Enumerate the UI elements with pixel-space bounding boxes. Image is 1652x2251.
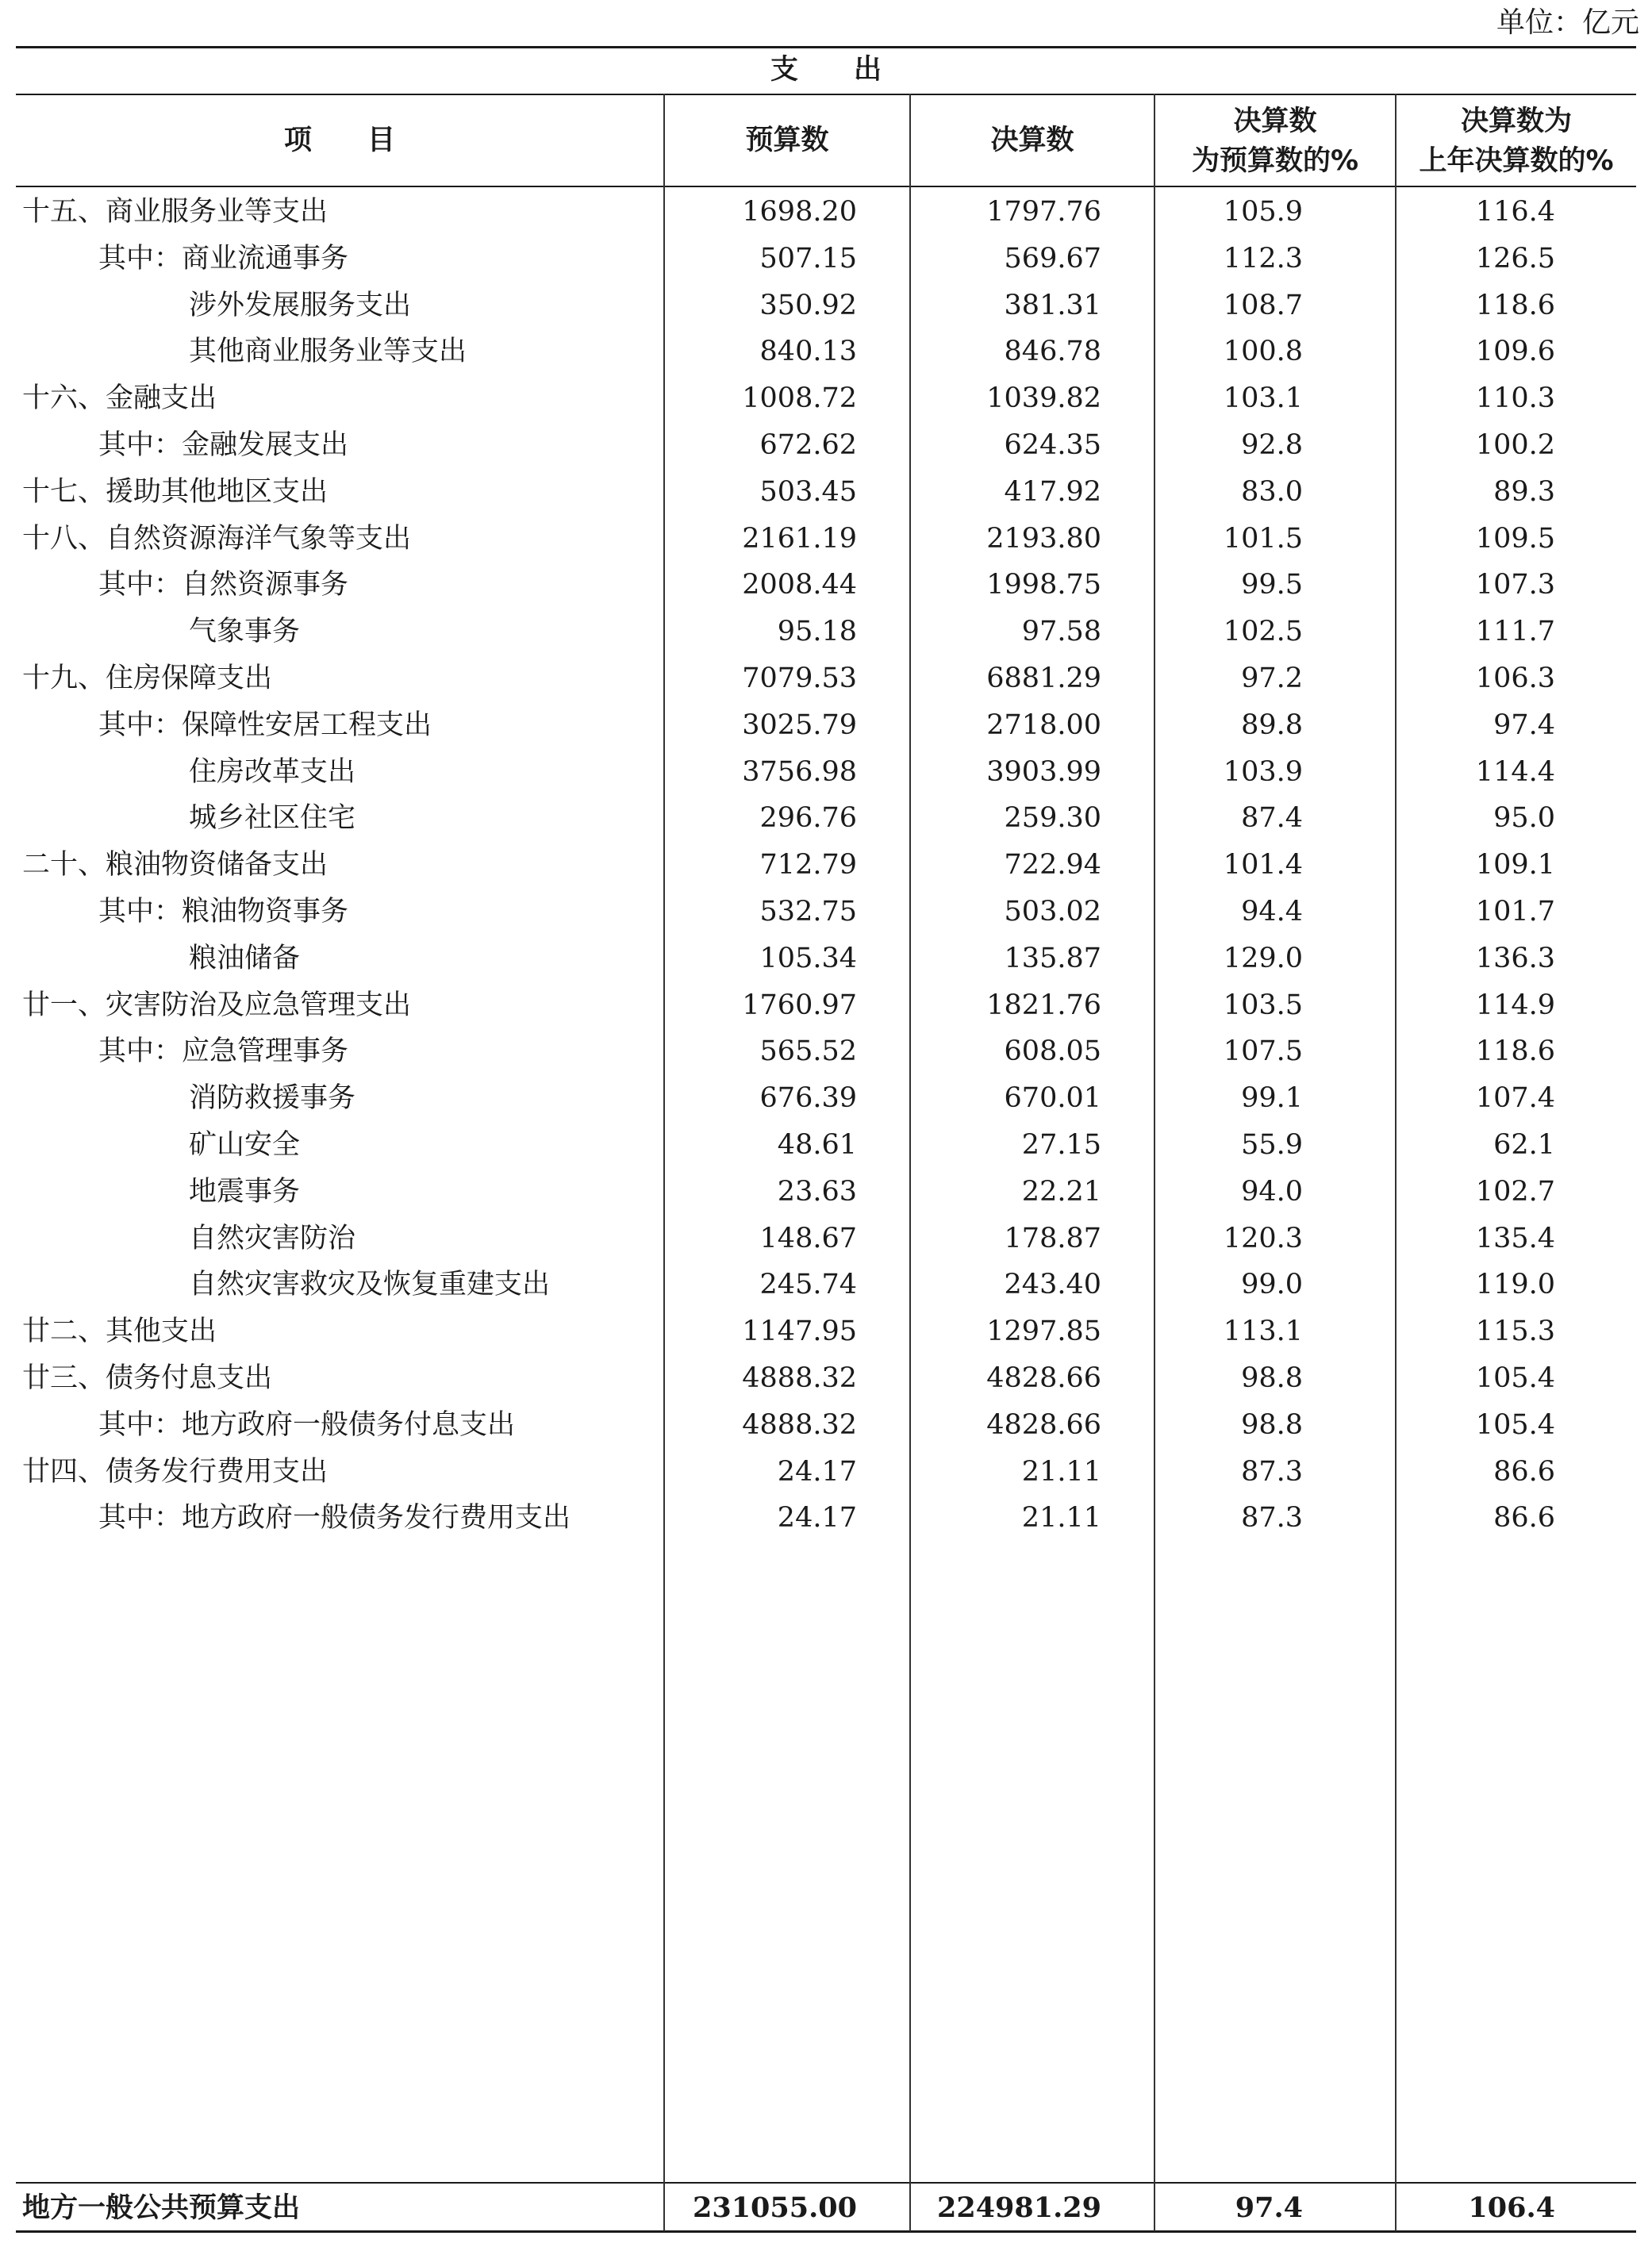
row-item: 矿山安全 xyxy=(189,1129,301,1161)
row-pct-prev: 107.3 xyxy=(1475,569,1555,601)
row-item: 其中：商业流通事务 xyxy=(98,243,349,275)
expenditure-table xyxy=(16,46,1636,2233)
row-final: 1998.75 xyxy=(986,569,1101,601)
row-pct-budget: 94.4 xyxy=(1241,896,1303,928)
row-item: 廿三、债务付息支出 xyxy=(22,1362,273,1394)
row-item: 涉外发展服务支出 xyxy=(189,290,412,321)
row-budget: 532.75 xyxy=(759,896,857,928)
row-item: 十九、住房保障支出 xyxy=(22,663,273,694)
row-budget: 4888.32 xyxy=(742,1362,857,1394)
row-pct-prev: 109.1 xyxy=(1475,849,1555,881)
row-pct-budget: 100.8 xyxy=(1223,336,1303,367)
row-final: 21.11 xyxy=(1021,1456,1101,1488)
row-item: 地震事务 xyxy=(189,1176,301,1208)
row-budget: 2008.44 xyxy=(742,569,857,601)
header-bottom-rule xyxy=(16,186,1636,187)
row-budget: 350.92 xyxy=(759,290,857,321)
row-item: 气象事务 xyxy=(189,616,301,647)
row-pct-prev: 105.4 xyxy=(1475,1362,1555,1394)
row-pct-budget: 103.1 xyxy=(1223,382,1303,414)
row-final: 722.94 xyxy=(1004,849,1101,881)
row-pct-budget: 113.1 xyxy=(1223,1316,1303,1347)
unit-label: 单位：亿元 xyxy=(1496,6,1639,39)
row-pct-prev: 86.6 xyxy=(1493,1456,1555,1488)
row-pct-prev: 114.4 xyxy=(1475,756,1555,788)
row-item: 十六、金融支出 xyxy=(22,382,217,414)
row-pct-prev: 101.7 xyxy=(1475,896,1555,928)
row-item: 其中：粮油物资事务 xyxy=(98,896,349,928)
row-pct-prev: 109.5 xyxy=(1475,523,1555,555)
row-pct-prev: 102.7 xyxy=(1475,1176,1555,1208)
row-item: 十五、商业服务业等支出 xyxy=(22,196,328,228)
row-final: 135.87 xyxy=(1004,943,1101,974)
row-budget: 565.52 xyxy=(759,1035,857,1067)
header-pct-budget-line1: 决算数 xyxy=(1233,106,1317,137)
row-item: 住房改革支出 xyxy=(189,756,356,788)
row-item: 其中：自然资源事务 xyxy=(98,569,349,601)
header-budget: 预算数 xyxy=(745,125,829,156)
row-budget: 95.18 xyxy=(777,616,857,647)
row-item: 其中：地方政府一般债务付息支出 xyxy=(98,1409,516,1441)
row-budget: 503.45 xyxy=(759,476,857,508)
row-pct-prev: 107.4 xyxy=(1475,1082,1555,1114)
row-item: 其中：地方政府一般债务发行费用支出 xyxy=(98,1502,571,1534)
row-budget: 1760.97 xyxy=(742,989,857,1021)
row-pct-budget: 89.8 xyxy=(1241,709,1303,741)
row-item: 廿一、灾害防治及应急管理支出 xyxy=(22,989,412,1021)
row-pct-prev: 86.6 xyxy=(1493,1502,1555,1534)
row-pct-budget: 101.4 xyxy=(1223,849,1303,881)
row-budget: 24.17 xyxy=(777,1502,857,1534)
row-pct-budget: 98.8 xyxy=(1241,1362,1303,1394)
row-budget: 1008.72 xyxy=(742,382,857,414)
row-budget: 507.15 xyxy=(759,243,857,275)
row-final: 22.21 xyxy=(1021,1176,1101,1208)
header-group-rule xyxy=(16,94,1636,95)
row-final: 417.92 xyxy=(1004,476,1101,508)
row-item: 十八、自然资源海洋气象等支出 xyxy=(22,523,412,555)
header-group: 支 出 xyxy=(770,54,882,86)
row-pct-budget: 55.9 xyxy=(1241,1129,1303,1161)
row-pct-budget: 101.5 xyxy=(1223,523,1303,555)
row-item: 城乡社区住宅 xyxy=(189,802,356,834)
row-final: 27.15 xyxy=(1021,1129,1101,1161)
row-budget: 676.39 xyxy=(759,1082,857,1114)
row-pct-prev: 109.6 xyxy=(1475,336,1555,367)
row-final: 569.67 xyxy=(1004,243,1101,275)
row-pct-prev: 110.3 xyxy=(1475,382,1555,414)
row-pct-budget: 87.3 xyxy=(1241,1502,1303,1534)
row-pct-budget: 103.9 xyxy=(1223,756,1303,788)
row-budget: 245.74 xyxy=(759,1269,857,1300)
row-pct-prev: 126.5 xyxy=(1475,243,1555,275)
row-pct-prev: 119.0 xyxy=(1475,1269,1555,1300)
row-budget: 1698.20 xyxy=(742,196,857,228)
row-budget: 1147.95 xyxy=(742,1316,857,1347)
row-budget: 3025.79 xyxy=(742,709,857,741)
row-pct-prev: 95.0 xyxy=(1493,802,1555,834)
row-pct-budget: 99.1 xyxy=(1241,1082,1303,1114)
row-final: 1821.76 xyxy=(986,989,1101,1021)
row-final: 1797.76 xyxy=(986,196,1101,228)
row-item: 自然灾害防治 xyxy=(189,1223,356,1254)
row-pct-budget: 94.0 xyxy=(1241,1176,1303,1208)
row-pct-budget: 103.5 xyxy=(1223,989,1303,1021)
row-pct-budget: 102.5 xyxy=(1223,616,1303,647)
top-rule xyxy=(16,46,1636,48)
row-pct-budget: 92.8 xyxy=(1241,429,1303,461)
row-budget: 4888.32 xyxy=(742,1409,857,1441)
row-item: 粮油储备 xyxy=(189,943,301,974)
row-budget: 105.34 xyxy=(759,943,857,974)
row-final: 6881.29 xyxy=(986,663,1101,694)
row-pct-prev: 89.3 xyxy=(1493,476,1555,508)
row-final: 178.87 xyxy=(1004,1223,1101,1254)
row-pct-budget: 112.3 xyxy=(1223,243,1303,275)
row-final: 608.05 xyxy=(1004,1035,1101,1067)
row-item: 十七、援助其他地区支出 xyxy=(22,476,328,508)
row-budget: 7079.53 xyxy=(742,663,857,694)
row-item: 廿二、其他支出 xyxy=(22,1316,217,1347)
row-final: 97.58 xyxy=(1021,616,1101,647)
row-budget: 148.67 xyxy=(759,1223,857,1254)
row-pct-prev: 116.4 xyxy=(1475,196,1555,228)
row-pct-budget: 83.0 xyxy=(1241,476,1303,508)
row-item: 二十、粮油物资储备支出 xyxy=(22,849,328,881)
row-item: 其中：保障性安居工程支出 xyxy=(98,709,432,741)
row-item: 廿四、债务发行费用支出 xyxy=(22,1456,328,1488)
row-final: 259.30 xyxy=(1004,802,1101,834)
row-pct-prev: 62.1 xyxy=(1493,1129,1555,1161)
row-final: 2193.80 xyxy=(986,523,1101,555)
row-pct-budget: 99.5 xyxy=(1241,569,1303,601)
row-pct-prev: 105.4 xyxy=(1475,1409,1555,1441)
row-budget: 296.76 xyxy=(759,802,857,834)
row-final: 4828.66 xyxy=(986,1409,1101,1441)
total-pct-budget: 97.4 xyxy=(1235,2191,1303,2224)
row-final: 3903.99 xyxy=(986,756,1101,788)
row-pct-budget: 107.5 xyxy=(1223,1035,1303,1067)
row-pct-budget: 108.7 xyxy=(1223,290,1303,321)
row-budget: 2161.19 xyxy=(742,523,857,555)
row-pct-prev: 115.3 xyxy=(1475,1316,1555,1347)
row-final: 503.02 xyxy=(1004,896,1101,928)
header-final: 决算数 xyxy=(990,125,1074,156)
row-item: 其中：金融发展支出 xyxy=(98,429,349,461)
total-top-rule xyxy=(16,2182,1636,2184)
row-final: 243.40 xyxy=(1004,1269,1101,1300)
row-budget: 3756.98 xyxy=(742,756,857,788)
row-pct-budget: 129.0 xyxy=(1223,943,1303,974)
row-pct-prev: 100.2 xyxy=(1475,429,1555,461)
total-item: 地方一般公共预算支出 xyxy=(22,2191,301,2224)
total-final: 224981.29 xyxy=(936,2191,1101,2224)
row-budget: 24.17 xyxy=(777,1456,857,1488)
row-final: 1039.82 xyxy=(986,382,1101,414)
row-item: 消防救援事务 xyxy=(189,1082,356,1114)
header-item: 项 目 xyxy=(283,125,395,156)
row-pct-prev: 111.7 xyxy=(1475,616,1555,647)
row-final: 846.78 xyxy=(1004,336,1101,367)
row-pct-budget: 105.9 xyxy=(1223,196,1303,228)
header-pct-budget-line2: 为预算数的% xyxy=(1191,145,1359,177)
row-pct-budget: 87.4 xyxy=(1241,802,1303,834)
row-pct-prev: 136.3 xyxy=(1475,943,1555,974)
row-pct-budget: 120.3 xyxy=(1223,1223,1303,1254)
row-final: 624.35 xyxy=(1004,429,1101,461)
row-pct-prev: 135.4 xyxy=(1475,1223,1555,1254)
row-item: 其他商业服务业等支出 xyxy=(189,336,467,367)
row-pct-prev: 106.3 xyxy=(1475,663,1555,694)
row-pct-prev: 118.6 xyxy=(1475,1035,1555,1067)
row-final: 1297.85 xyxy=(986,1316,1101,1347)
row-final: 21.11 xyxy=(1021,1502,1101,1534)
row-budget: 840.13 xyxy=(759,336,857,367)
row-final: 381.31 xyxy=(1004,290,1101,321)
row-budget: 23.63 xyxy=(777,1176,857,1208)
row-item: 自然灾害救灾及恢复重建支出 xyxy=(189,1269,551,1300)
row-pct-budget: 87.3 xyxy=(1241,1456,1303,1488)
row-pct-budget: 98.8 xyxy=(1241,1409,1303,1441)
row-budget: 712.79 xyxy=(759,849,857,881)
header-pct-prev-line2: 上年决算数的% xyxy=(1419,145,1614,177)
row-pct-prev: 114.9 xyxy=(1475,989,1555,1021)
row-budget: 48.61 xyxy=(777,1129,857,1161)
row-pct-budget: 99.0 xyxy=(1241,1269,1303,1300)
row-final: 2718.00 xyxy=(986,709,1101,741)
row-pct-prev: 118.6 xyxy=(1475,290,1555,321)
row-final: 670.01 xyxy=(1004,1082,1101,1114)
row-item: 其中：应急管理事务 xyxy=(98,1035,349,1067)
total-budget: 231055.00 xyxy=(692,2191,857,2224)
header-pct-prev-line1: 决算数为 xyxy=(1460,106,1572,137)
total-pct-prev: 106.4 xyxy=(1468,2191,1555,2224)
row-budget: 672.62 xyxy=(759,429,857,461)
row-pct-budget: 97.2 xyxy=(1241,663,1303,694)
row-final: 4828.66 xyxy=(986,1362,1101,1394)
row-pct-prev: 97.4 xyxy=(1493,709,1555,741)
